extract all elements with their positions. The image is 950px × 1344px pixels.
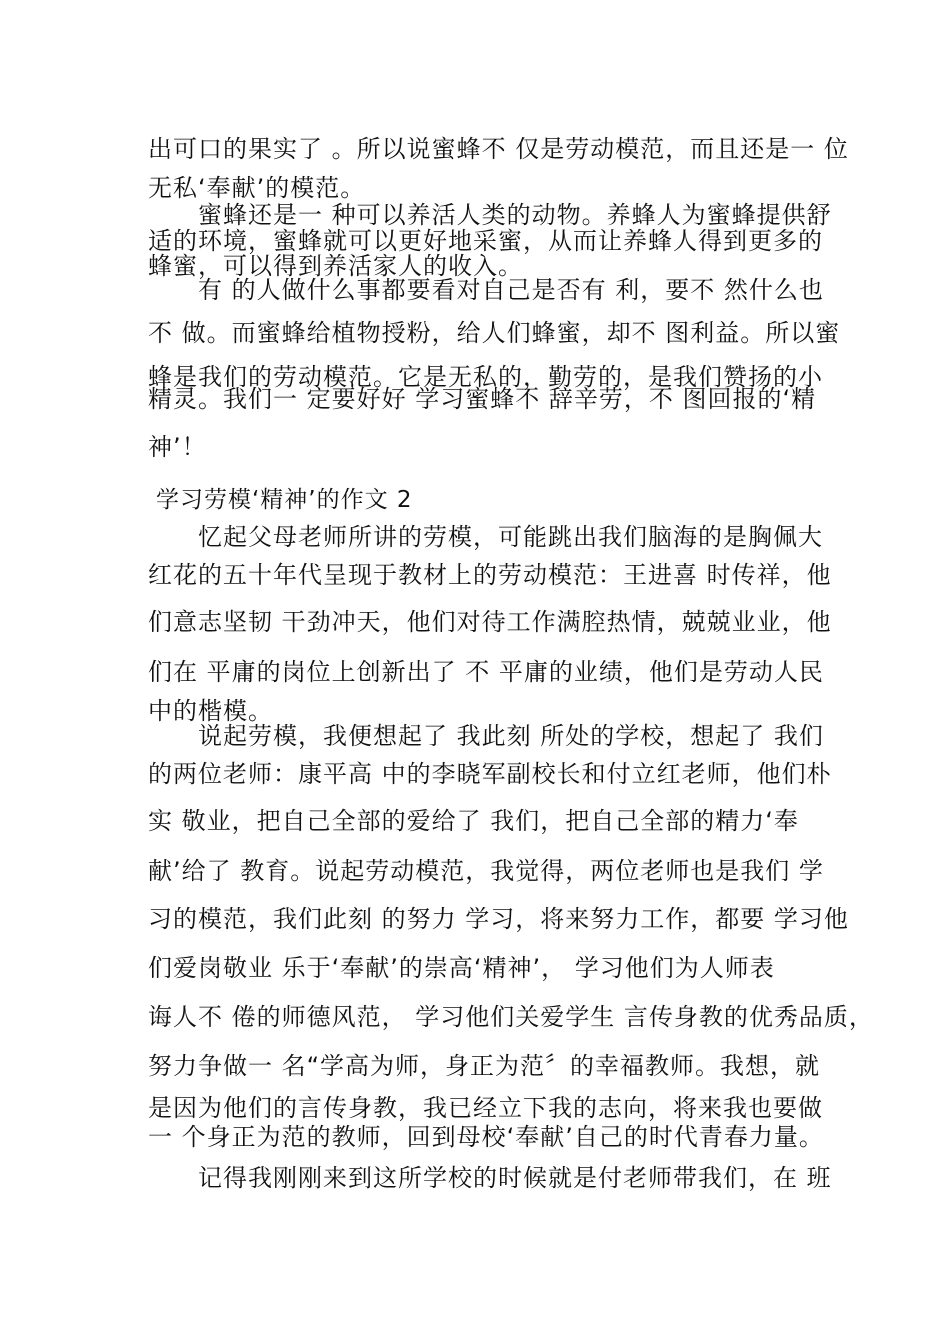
text-line: 神’！ bbox=[148, 433, 207, 461]
text-line: 蜜蜂还是一 种可以养活人类的动物。养蜂人为蜜蜂提供舒 bbox=[198, 201, 832, 229]
text-line: 中的楷模。 bbox=[148, 697, 273, 725]
text-line: 出可口的果实了 。所以说蜜蜂不 仅是劳动模范，而且还是一 位 bbox=[148, 135, 849, 163]
text-line: 说起劳模，我便想起了 我此刻 所处的学校，想起了 我们 bbox=[198, 722, 824, 750]
text-line: 忆起父母老师所讲的劳模，可能跳出我们脑海的是胸佩大 bbox=[198, 523, 823, 551]
text-line: 蜂是我们的劳动模范。它是无私的，勤劳的，是我们赞扬的小 bbox=[148, 363, 823, 391]
text-line: 的两位老师：康平高 中的李晓军副校长和付立红老师，他们朴 bbox=[148, 760, 832, 788]
text-line: 们在 平庸的岗位上创新出了 不 平庸的业绩，他们是劳动人民 bbox=[148, 658, 824, 686]
text-line: 不 做。而蜜蜂给植物授粉，给人们蜂蜜，却不 图利益。所以蜜 bbox=[148, 319, 841, 347]
text-line: 记得我刚刚来到这所学校的时候就是付老师带我们，在 班 bbox=[198, 1164, 832, 1192]
text-line: 献’给了 教育。说起劳动模范，我觉得，两位老师也是我们 学 bbox=[148, 857, 824, 885]
text-line: 红花的五十年代呈现于教材上的劳动模范：王进喜 时传祥，他 bbox=[148, 561, 832, 589]
text-line: 有 的人做什么事都要看对自己是否有 利，要不 然什么也 bbox=[198, 276, 824, 304]
text-line: 蜂蜜，可以得到养活家人的收入。 bbox=[148, 252, 523, 280]
text-line: 习的模范，我们此刻 的努力 学习，将来努力工作，都要 学习他 bbox=[148, 905, 849, 933]
text-line: 适的环境，蜜蜂就可以更好地采蜜，从而让养蜂人得到更多的 bbox=[148, 227, 823, 255]
text-line: 无私‘奉献’的模范。 bbox=[148, 174, 366, 202]
text-line: 诲人不 倦的师德风范， 学习他们关爱学生 言传身教的优秀品质， bbox=[148, 1003, 874, 1031]
text-line: 是因为他们的言传身教，我已经立下我的志向，将来我也要做 bbox=[148, 1094, 823, 1122]
text-line: 努力争做一 名“学高为师，身正为范〞的幸福教师。我想，就 bbox=[148, 1052, 821, 1080]
text-line: 精灵。我们一 定要好好 学习蜜蜂不 辞辛劳，不 图回报的‘精 bbox=[148, 385, 817, 413]
text-line: 一 个身正为范的教师，回到母校‘奉献’自己的时代青春力量。 bbox=[148, 1123, 824, 1151]
text-line: 们爱岗敬业 乐于‘奉献’的崇高‘精神’， 学习他们为人师表 bbox=[148, 954, 775, 982]
text-line: 们意志坚韧 干劲冲天，他们对待工作满腔热情，兢兢业业，他 bbox=[148, 608, 832, 636]
text-line: 实 敬业，把自己全部的爱给了 我们，把自己全部的精力‘奉 bbox=[148, 807, 799, 835]
section-heading: 学习劳模‘精神’的作文 2 bbox=[156, 487, 413, 513]
